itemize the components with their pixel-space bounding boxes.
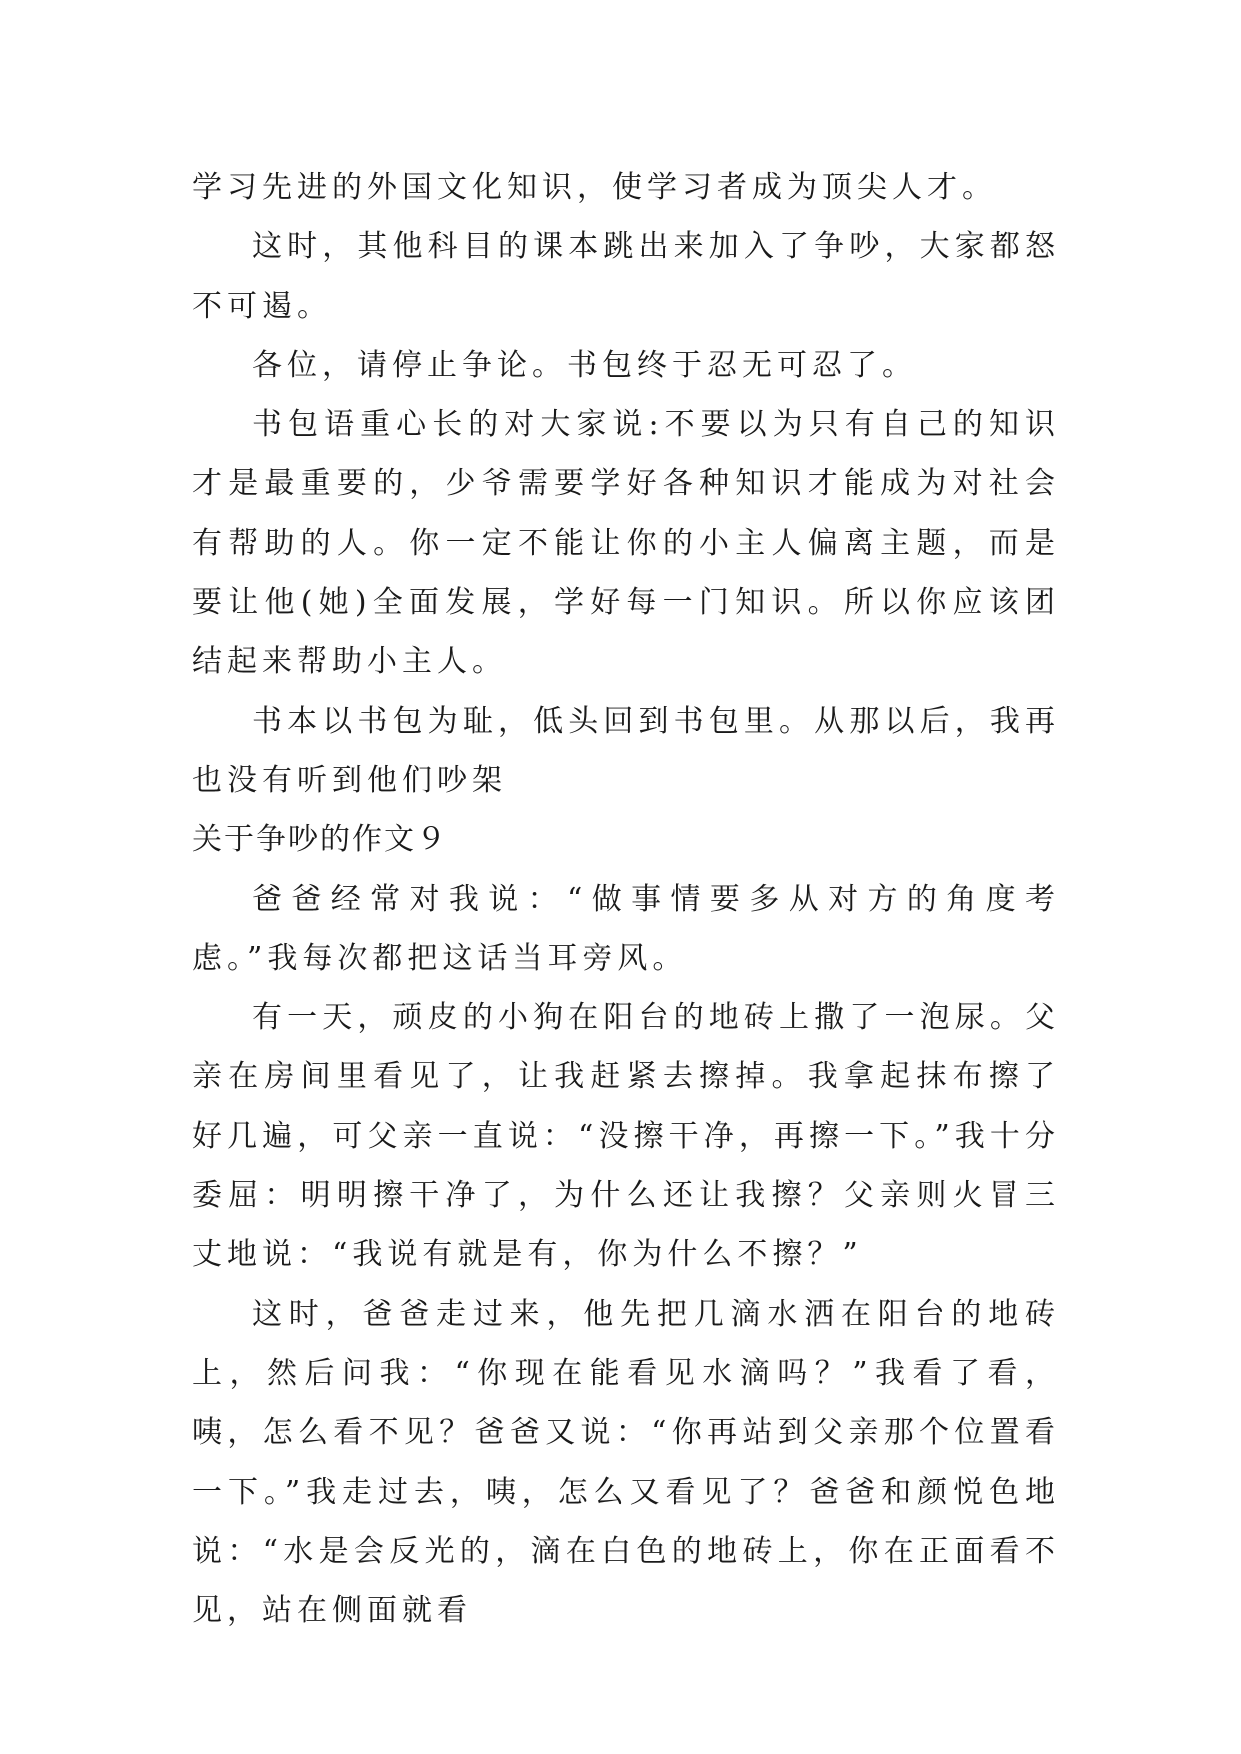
paragraph: 书本以书包为耻，低头回到书包里。从那以后，我再也没有听到他们吵架 [192,703,1060,798]
document-body [192,158,1060,1640]
paragraph: 爸爸经常对我说：“做事情要多从对方的角度考虑。”我每次都把这话当耳旁风。 [192,881,1060,976]
paragraph: 学习先进的外国文化知识，使学习者成为顶尖人才。 [192,170,997,205]
paragraph: 各位，请停止争论。书包终于忍无可忍了。 [252,347,917,383]
section-heading: 关于争吵的作文９ [192,822,448,858]
paragraph: 书包语重心长的对大家说:不要以为只有自己的知识才是最重要的，少爷需要学好各种知识才能成为对社会有帮助的人。你一定不能让你的小主人偏离主题，而是要让他(她)全面发展，学好每一门知识。所以你应该团结起来帮助小主人。 [192,407,1060,680]
paragraph: 这时，爸爸走过来，他先把几滴水洒在阳台的地砖上，然后问我：“你现在能看见水滴吗？”我看了看，咦，怎么看不见？爸爸又说：“你再站到父亲那个位置看一下。”我走过去，咦，怎么又看见了？爸爸和颜悦色地说：“水是会反光的，滴在白色的地砖上，你在正面看不见，站在侧面就看 [192,1296,1060,1629]
paragraph: 有一天，顽皮的小狗在阳台的地砖上撒了一泡尿。父亲在房间里看见了，让我赶紧去擦掉。我拿起抹布擦了好几遍，可父亲一直说：“没擦干净，再擦一下。”我十分委屈：明明擦干净了，为什么还让我擦？父亲则火冒三丈地说：“我说有就是有，你为什么不擦？” [192,1000,1060,1273]
paragraph: 这时，其他科目的课本跳出来加入了争吵，大家都怒不可遏。 [192,229,1060,324]
